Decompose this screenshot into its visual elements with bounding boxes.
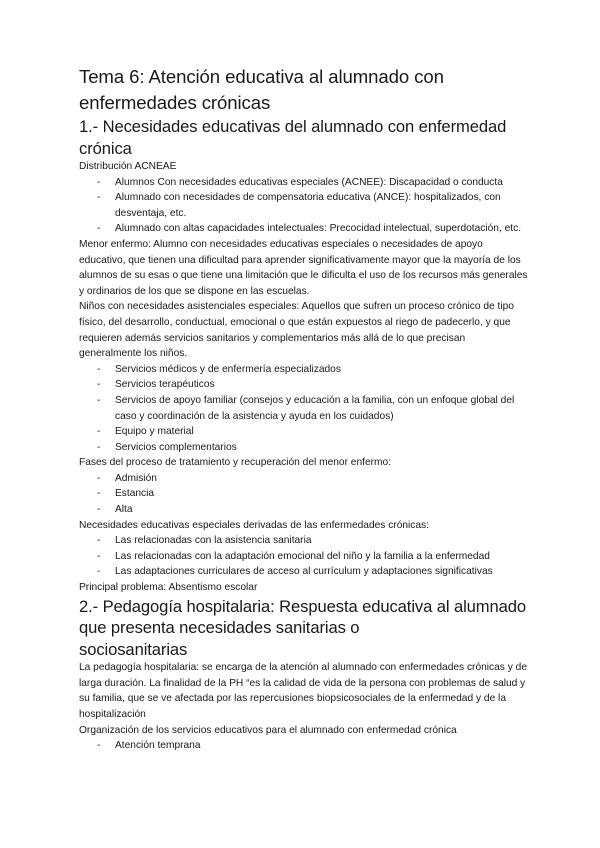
section-1-heading: 1.- Necesidades educativas del alumnado con enfermedad crónica (79, 117, 507, 158)
list-item-text: Las relacionadas con la asistencia sanitaria (115, 535, 312, 547)
bullet-dash: - (97, 550, 101, 562)
bullet-dash: - (97, 504, 101, 516)
list-item (79, 502, 529, 518)
list-item (79, 564, 529, 580)
list-item (79, 393, 529, 424)
servicios-list (79, 362, 529, 456)
bullet-dash: - (97, 426, 101, 438)
list-item-text: Alumnado con altas capacidades intelectuales: Precocidad intelectual, superdotación, etc. (115, 223, 522, 235)
list-item-text: Las adaptaciones curriculares de acceso al currículum y adaptaciones significativas (115, 566, 493, 578)
organizacion-label: Organización de los servicios educativos para el alumnado con enfermedad crónica (79, 724, 457, 736)
bullet-dash: - (97, 740, 101, 752)
fases-label: Fases del proceso de tratamiento y recuperación del menor enfermo: (79, 457, 392, 469)
organizacion-list (79, 738, 529, 754)
principal-problema: Principal problema: Absentismo escolar (79, 582, 258, 594)
bullet-dash: - (97, 176, 101, 188)
list-item (79, 221, 529, 237)
list-item-text: Servicios médicos y de enfermería especializados (115, 363, 341, 375)
bullet-dash: - (97, 566, 101, 578)
section-2-heading-line: sociosanitarias (79, 639, 188, 659)
list-item (79, 362, 529, 378)
document-title: Tema 6: Atención educativa al alumnado con enfermedades crónicas (79, 66, 444, 113)
bullet-dash: - (97, 535, 101, 547)
list-item-text: Servicios de apoyo familiar (consejos y educación a la familia, con un enfoque global del caso y coordinación de la asistencia y ayuda en los cuidados) (115, 394, 515, 422)
list-item (79, 377, 529, 393)
bullet-dash: - (97, 394, 101, 406)
bullet-dash: - (97, 472, 101, 484)
list-item-text: Equipo y material (115, 426, 194, 438)
list-item (79, 471, 529, 487)
list-item (79, 738, 529, 754)
distribution-label: Distribución ACNEAE (79, 161, 177, 172)
list-item (79, 549, 529, 565)
list-item-text: Servicios terapéuticos (115, 379, 215, 391)
list-item (79, 190, 529, 221)
bullet-dash: - (97, 441, 101, 453)
nee-label: Necesidades educativas especiales derivadas de las enfermedades crónicas: (79, 519, 429, 531)
list-item (79, 486, 529, 502)
list-item (79, 424, 529, 440)
distribution-list (79, 175, 529, 237)
list-item-text: Las relacionadas con la adaptación emocional del niño y la familia a la enfermedad (115, 550, 490, 562)
fases-list (79, 471, 529, 518)
list-item-text: Alta (115, 504, 133, 516)
menor-enfermo-paragraph: Menor enfermo: Alumno con necesidades educativas especiales o necesidades de apoyo educativo, que tienen una dificultad para aprender significativamente mayor que la mayoría de los alumnos de su esas o que tiene una limitación que le dificulta el uso de los recursos más generales y ordinarios de los que se dispone en las escuelas. (79, 238, 528, 297)
list-item-text: Atención temprana (115, 740, 201, 752)
bullet-dash: - (97, 488, 101, 500)
list-item-text: Alumnos Con necesidades educativas especiales (ACNEE): Discapacidad o conducta (115, 176, 503, 188)
list-item-text: Servicios complementarios (115, 441, 237, 453)
document-page (79, 64, 529, 754)
section-2-heading-line: que presenta necesidades sanitarias o (79, 618, 360, 638)
section-2-heading (79, 596, 529, 661)
list-item-text: Alumnado con necesidades de compensatoria educativa (ANCE): hospitalizados, con desventaja, etc. (115, 192, 501, 219)
list-item (79, 533, 529, 549)
list-item-text: Admisión (115, 472, 157, 484)
bullet-dash: - (97, 363, 101, 375)
pedagogia-paragraph: La pedagogía hospitalaria: se encarga de la atención al alumnado con enfermedades crónicas y de larga duración. La finalidad de la PH “es la calidad de vida de la persona con problemas de salud y su familia, que se ve afectada por las repercusiones biopsicosociales de la enfermedad y de la hospitalización (79, 662, 527, 720)
section-2-heading-line: 2.- Pedagogía hospitalaria: Respuesta educativa al alumnado (79, 596, 527, 616)
ninos-nae-paragraph: Niños con necesidades asistenciales especiales: Aquellos que sufren un proceso crónico de tipo físico, del desarrollo, conductual, emocional o que están expuestos al riego de padecerlo, y que requieren además servicios sanitarios y complementarios más allá de lo que precisan generalmente los niños. (79, 301, 514, 360)
bullet-dash: - (97, 223, 101, 235)
bullet-dash: - (97, 192, 101, 204)
list-item-text: Estancia (115, 488, 155, 500)
nee-list (79, 533, 529, 580)
list-item (79, 440, 529, 456)
list-item (79, 175, 529, 191)
bullet-dash: - (97, 379, 101, 391)
